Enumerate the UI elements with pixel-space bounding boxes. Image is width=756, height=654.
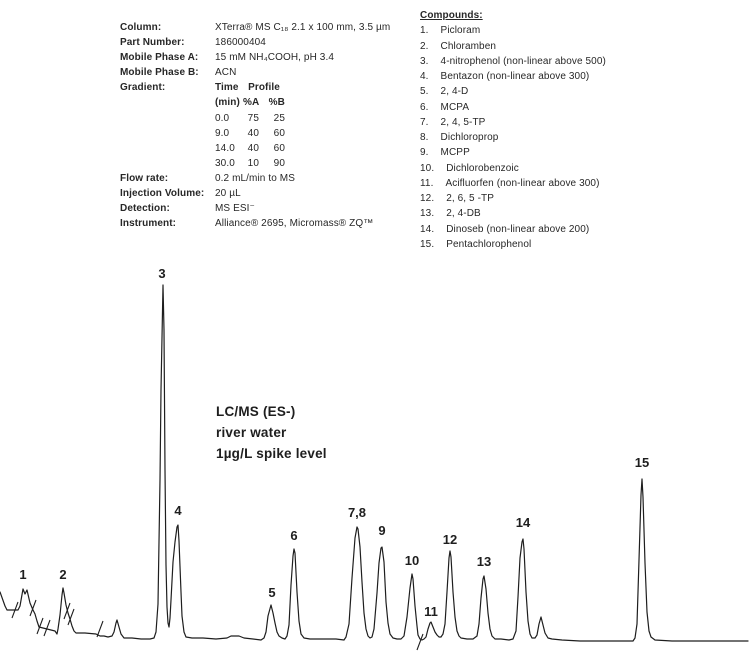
compound-name: Pentachlorophenol (446, 239, 532, 251)
peak-label-12: 12 (442, 532, 458, 547)
method-bottom-value-1: 20 µL (215, 188, 241, 200)
peak-label-6: 6 (290, 528, 298, 543)
axis-break-mark (417, 634, 423, 650)
method-bottom-value-3: Alliance® 2695, Micromass® ZQ™ (215, 218, 374, 230)
gradient-percent-a: 10 (247, 157, 259, 169)
method-bottom-value-0: 0.2 mL/min to MS (215, 172, 295, 184)
gradient-percent-a: 40 (247, 127, 259, 139)
compound-number: 2. (420, 40, 429, 52)
peak-label-14: 14 (515, 515, 531, 530)
gradient-percent-b: 60 (273, 127, 285, 139)
compound-name: 4-nitrophenol (non-linear above 500) (440, 55, 606, 67)
gradient-col-percent-b: %B (268, 97, 285, 109)
gradient-col-profile: Profile (248, 82, 280, 94)
gradient-time: 0.0 (215, 112, 230, 124)
compound-name: 2, 6, 5 -TP (446, 193, 494, 205)
peak-label-1: 1 (19, 567, 27, 582)
method-top-value-2: 15 mM NH₄COOH, pH 3.4 (215, 52, 334, 64)
compounds-title: Compounds: (420, 10, 483, 21)
peak-label-4: 4 (174, 503, 182, 518)
annotation-line-2: river water (216, 425, 287, 440)
peak-label-5: 5 (268, 585, 276, 600)
compound-number: 4. (420, 71, 429, 83)
compound-name: Chloramben (440, 40, 497, 52)
compound-number: 9. (420, 147, 429, 159)
gradient-percent-b: 60 (273, 142, 285, 154)
gradient-percent-b: 25 (273, 112, 285, 124)
gradient-percent-b: 90 (273, 157, 285, 169)
method-bottom-label-0: Flow rate: (120, 172, 169, 184)
method-top-label-3: Mobile Phase B: (120, 67, 199, 79)
gradient-time: 9.0 (215, 127, 230, 139)
gradient-time: 14.0 (215, 142, 235, 154)
annotation-line-3: 1µg/L spike level (216, 446, 327, 461)
gradient-col-min: (min) (215, 97, 240, 109)
method-bottom-label-3: Instrument: (120, 218, 177, 230)
axis-break-mark (97, 621, 103, 637)
axis-break-mark (37, 618, 43, 634)
peak-label-9: 9 (378, 523, 386, 538)
compound-number: 11. (420, 177, 434, 189)
compound-number: 6. (420, 101, 429, 113)
method-top-value-3: ACN (215, 67, 237, 79)
compound-number: 7. (420, 116, 429, 128)
compound-name: 2, 4, 5-TP (440, 116, 486, 128)
method-top-label-2: Mobile Phase A: (120, 52, 199, 64)
gradient-label: Gradient: (120, 82, 166, 94)
peak-label-7-8: 7,8 (347, 505, 367, 520)
compound-name: Dichlorobenzoic (446, 162, 519, 174)
compound-name: 2, 4-DB (446, 208, 481, 220)
method-bottom-label-2: Detection: (120, 203, 170, 215)
method-bottom-value-2: MS ESI⁻ (215, 203, 255, 215)
compound-name: Dinoseb (non-linear above 200) (446, 223, 590, 235)
sample-annotation (216, 401, 327, 464)
peak-label-13: 13 (476, 554, 492, 569)
peak-label-2: 2 (59, 567, 67, 582)
compound-number: 12. (420, 193, 435, 205)
peak-label-10: 10 (404, 553, 420, 568)
compound-name: MCPA (440, 101, 470, 113)
compound-number: 3. (420, 55, 429, 67)
compound-number: 13. (420, 208, 435, 220)
compound-name: 2, 4-D (440, 86, 469, 98)
gradient-percent-a: 40 (247, 142, 259, 154)
method-top-value-0: XTerra® MS C₁₈ 2.1 x 100 mm, 3.5 µm (215, 22, 391, 33)
peak-label-15: 15 (634, 455, 650, 470)
method-bottom-label-1: Injection Volume: (120, 188, 205, 200)
compound-number: 1. (420, 25, 429, 37)
gradient-col-time: Time (215, 82, 239, 94)
peak-label-3: 3 (158, 266, 166, 281)
method-top-value-1: 186000404 (215, 37, 266, 49)
compound-name: Bentazon (non-linear above 300) (440, 71, 590, 83)
compound-number: 10. (420, 162, 435, 174)
peak-label-11: 11 (424, 604, 438, 619)
compound-number: 14. (420, 223, 435, 235)
compound-name: MCPP (440, 147, 470, 159)
gradient-col-percent-a: %A (243, 97, 260, 109)
compound-name: Acifluorfen (non-linear above 300) (445, 177, 600, 189)
annotation-line-1: LC/MS (ES-) (216, 404, 296, 419)
compound-number: 5. (420, 86, 429, 98)
gradient-time: 30.0 (215, 157, 235, 169)
method-top-label-1: Part Number: (120, 37, 185, 49)
compound-number: 15. (420, 239, 435, 251)
method-top-label-0: Column: (120, 22, 162, 33)
gradient-percent-a: 75 (247, 112, 259, 124)
compound-number: 8. (420, 132, 429, 144)
compound-name: Picloram (440, 25, 481, 37)
compound-name: Dichloroprop (440, 132, 499, 144)
